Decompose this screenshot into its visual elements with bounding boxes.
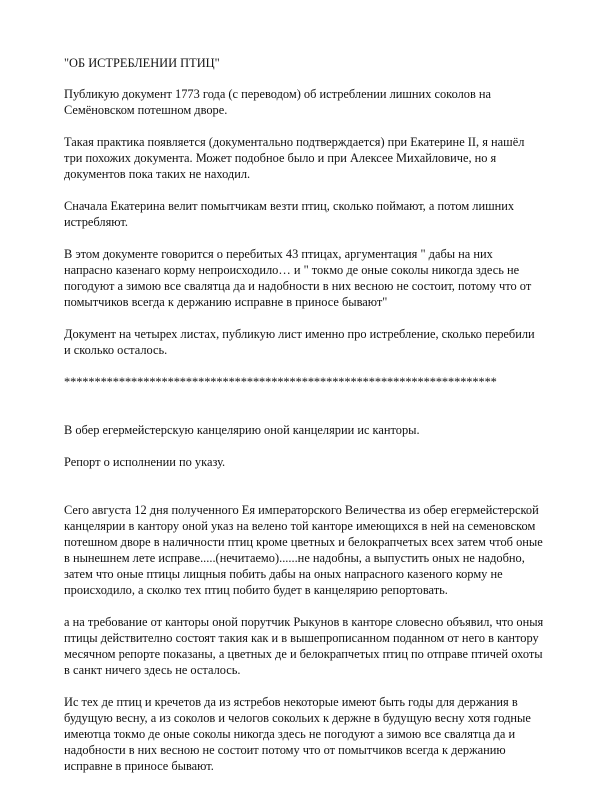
- report-addressee: В обер егермейстерскую канцелярию оной канцелярии ис канторы.: [64, 423, 420, 437]
- document: [64, 55, 544, 790]
- intro-paragraph: Такая практика появляется (документально подтверждается) при Екатерине II, я нашёл три похожих документа. Может подобное было и при Алексее Михайловиче, но я документов пока таких не находил.: [64, 135, 525, 181]
- intro-paragraph: Документ на четырех листах, публикую лист именно про истребление, сколько перебили и сколько осталось.: [64, 327, 535, 357]
- report-paragraph: Сего августа 12 дня полученного Ея императорского Величества из обер егермейстерской канцелярии в кантору оной указ на велено той канторе имеющихся в ней на семеновском потешном дворе в наличности птиц кроме цветных и белокрапчетых всех затем чтоб оные в нынешнем лете исправе.....(нечитаемо)......не надобны, а выпустить оных не надобно, затем что оные птицы лищныя побить дабы на оных напрасного казеного корму не происходило, а сколко тех птиц побито будет в канцелярию репортовать.: [64, 503, 543, 597]
- report-header: [64, 406, 544, 486]
- intro-paragraph: В этом документе говорится о перебитых 43 птицах, аргументация " дабы на них напрасно казенаго корму непроисходило… и " токмо де оные соколы никогда здесь не погодуют а зимою все свалятца да и надобности в них весною не состоит, потому что от помытчиков всегда к держанию исправне в приносе бывают": [64, 247, 532, 309]
- document-title: "ОБ ИСТРЕБЛЕНИИ ПТИЦ": [64, 56, 220, 70]
- report-paragraph: а на требование от канторы оной порутчик Рыкунов в канторе словесно объявил, что оныя птицы действително состоят такия как и в вышепрописанном поданном от него в кантору месячном репорте показаны, а цветных де и белокрапчетых птиц по отправе птичей охоты в санкт ничего здесь не осталось.: [64, 615, 544, 677]
- report-paragraph: Ис тех де птиц и кречетов да из ястребов некоторые имеют быть годы для держания в будущую весну, а из соколов и челогов сокольих к держне в будущую весну хотя годные имеютца токмо де оные соколы никогда здесь не погодуют а зимою все свалятца да и надобности в них весною не состоит потому что от помытчиков всегда к держанию исправне в приносе бывают.: [64, 695, 531, 773]
- intro-paragraph: Сначала Екатерина велит помытчикам везти птиц, сколько поймают, а потом лишних истребляют.: [64, 199, 515, 229]
- separator: ***********************************************************************: [64, 375, 497, 389]
- intro-paragraph: Публикую документ 1773 года (с переводом) об истреблении лишних соколов на Семёновском потешном дворе.: [64, 87, 492, 117]
- report-subject: Репорт о исполнении по указу.: [64, 455, 226, 469]
